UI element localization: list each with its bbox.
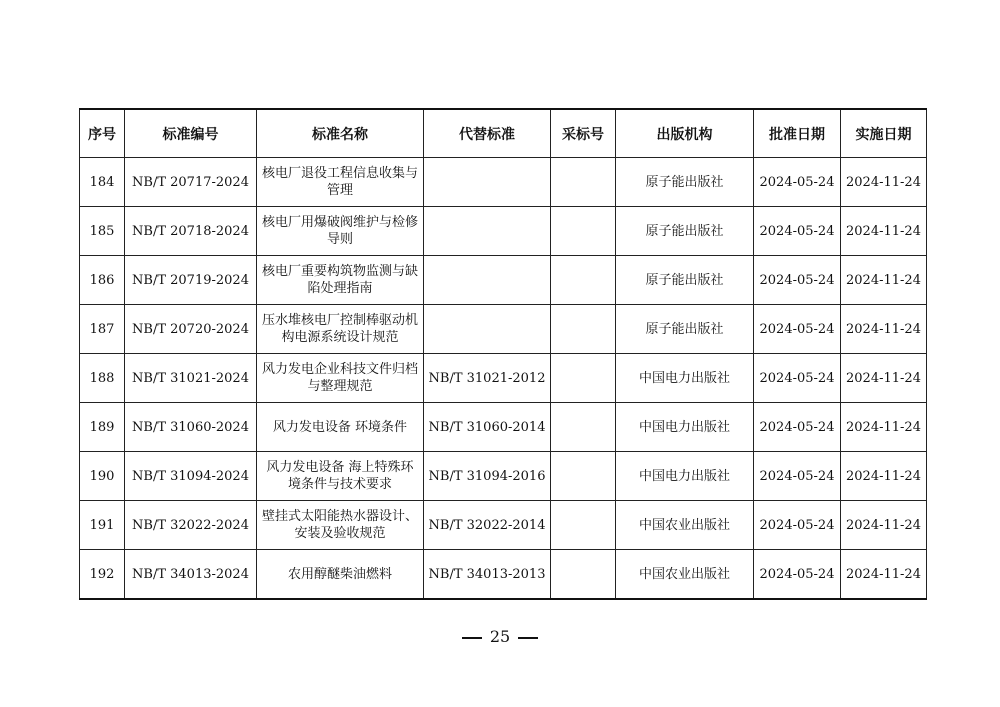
row-number: 189 xyxy=(80,403,125,452)
implementation-date: 2024-11-24 xyxy=(841,158,927,207)
table-row xyxy=(80,550,927,600)
adopted-number xyxy=(551,305,616,354)
replaced-standard: NB/T 31094-2016 xyxy=(424,452,551,501)
header-cell: 序号 xyxy=(80,109,125,158)
approval-date: 2024-05-24 xyxy=(754,207,841,256)
implementation-date: 2024-11-24 xyxy=(841,452,927,501)
row-number: 188 xyxy=(80,354,125,403)
replaced-standard: NB/T 32022-2014 xyxy=(424,501,551,550)
publisher: 中国电力出版社 xyxy=(616,354,754,403)
standard-name: 压水堆核电厂控制棒驱动机构电源系统设计规范 xyxy=(257,305,424,354)
standard-name: 风力发电设备 海上特殊环境条件与技术要求 xyxy=(257,452,424,501)
adopted-number xyxy=(551,452,616,501)
footer-dash-right xyxy=(518,637,538,639)
publisher: 中国农业出版社 xyxy=(616,501,754,550)
standard-code: NB/T 20720-2024 xyxy=(125,305,257,354)
implementation-date: 2024-11-24 xyxy=(841,550,927,600)
standard-name: 壁挂式太阳能热水器设计、安装及验收规范 xyxy=(257,501,424,550)
approval-date: 2024-05-24 xyxy=(754,501,841,550)
header-cell: 批准日期 xyxy=(754,109,841,158)
approval-date: 2024-05-24 xyxy=(754,403,841,452)
replaced-standard xyxy=(424,305,551,354)
implementation-date: 2024-11-24 xyxy=(841,403,927,452)
replaced-standard: NB/T 31060-2014 xyxy=(424,403,551,452)
implementation-date: 2024-11-24 xyxy=(841,256,927,305)
standard-code: NB/T 32022-2024 xyxy=(125,501,257,550)
standard-code: NB/T 31021-2024 xyxy=(125,354,257,403)
standard-code: NB/T 20717-2024 xyxy=(125,158,257,207)
replaced-standard xyxy=(424,207,551,256)
row-number: 187 xyxy=(80,305,125,354)
approval-date: 2024-05-24 xyxy=(754,158,841,207)
row-number: 186 xyxy=(80,256,125,305)
adopted-number xyxy=(551,256,616,305)
row-number: 184 xyxy=(80,158,125,207)
implementation-date: 2024-11-24 xyxy=(841,501,927,550)
header-cell: 实施日期 xyxy=(841,109,927,158)
row-number: 192 xyxy=(80,550,125,600)
approval-date: 2024-05-24 xyxy=(754,452,841,501)
approval-date: 2024-05-24 xyxy=(754,354,841,403)
replaced-standard: NB/T 34013-2013 xyxy=(424,550,551,600)
replaced-standard xyxy=(424,256,551,305)
row-number: 190 xyxy=(80,452,125,501)
row-number: 185 xyxy=(80,207,125,256)
adopted-number xyxy=(551,501,616,550)
standard-name: 农用醇醚柴油燃料 xyxy=(257,550,424,600)
row-number: 191 xyxy=(80,501,125,550)
header-cell: 代替标准 xyxy=(424,109,551,158)
standard-name: 核电厂重要构筑物监测与缺陷处理指南 xyxy=(257,256,424,305)
header-cell: 标准编号 xyxy=(125,109,257,158)
adopted-number xyxy=(551,550,616,600)
publisher: 原子能出版社 xyxy=(616,207,754,256)
header-cell: 出版机构 xyxy=(616,109,754,158)
table-row xyxy=(80,501,927,550)
adopted-number xyxy=(551,354,616,403)
standards-table xyxy=(79,108,927,600)
standard-name: 风力发电设备 环境条件 xyxy=(257,403,424,452)
page-footer xyxy=(0,627,1000,646)
footer-dash-left xyxy=(462,637,482,639)
publisher: 中国电力出版社 xyxy=(616,452,754,501)
table-row xyxy=(80,305,927,354)
standard-name: 风力发电企业科技文件归档与整理规范 xyxy=(257,354,424,403)
standard-code: NB/T 31060-2024 xyxy=(125,403,257,452)
implementation-date: 2024-11-24 xyxy=(841,305,927,354)
approval-date: 2024-05-24 xyxy=(754,550,841,600)
replaced-standard xyxy=(424,158,551,207)
table-header-row xyxy=(80,109,927,158)
table-row xyxy=(80,207,927,256)
adopted-number xyxy=(551,403,616,452)
header-cell: 采标号 xyxy=(551,109,616,158)
publisher: 中国农业出版社 xyxy=(616,550,754,600)
publisher: 中国电力出版社 xyxy=(616,403,754,452)
implementation-date: 2024-11-24 xyxy=(841,207,927,256)
page-number: 25 xyxy=(489,627,511,646)
table-row xyxy=(80,158,927,207)
standard-name: 核电厂退役工程信息收集与管理 xyxy=(257,158,424,207)
standard-code: NB/T 20718-2024 xyxy=(125,207,257,256)
table-row xyxy=(80,354,927,403)
replaced-standard: NB/T 31021-2012 xyxy=(424,354,551,403)
standard-code: NB/T 34013-2024 xyxy=(125,550,257,600)
adopted-number xyxy=(551,158,616,207)
header-cell: 标准名称 xyxy=(257,109,424,158)
table-row xyxy=(80,452,927,501)
publisher: 原子能出版社 xyxy=(616,158,754,207)
standard-name: 核电厂用爆破阀维护与检修导则 xyxy=(257,207,424,256)
approval-date: 2024-05-24 xyxy=(754,305,841,354)
publisher: 原子能出版社 xyxy=(616,305,754,354)
implementation-date: 2024-11-24 xyxy=(841,354,927,403)
approval-date: 2024-05-24 xyxy=(754,256,841,305)
standard-code: NB/T 20719-2024 xyxy=(125,256,257,305)
table-row xyxy=(80,403,927,452)
publisher: 原子能出版社 xyxy=(616,256,754,305)
adopted-number xyxy=(551,207,616,256)
standard-code: NB/T 31094-2024 xyxy=(125,452,257,501)
table-row xyxy=(80,256,927,305)
